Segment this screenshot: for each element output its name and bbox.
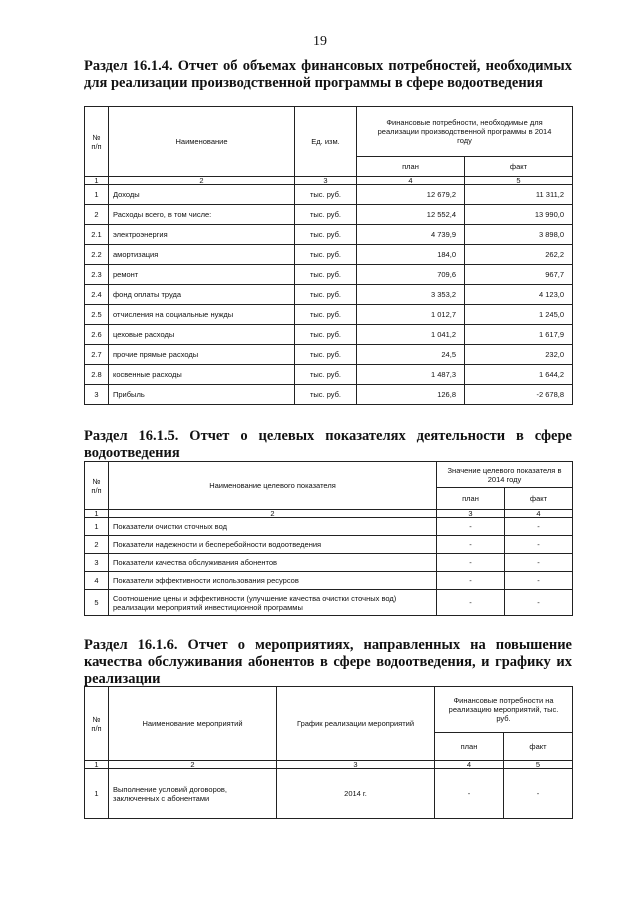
row-num: 2 (85, 536, 109, 554)
row-fact: - (505, 590, 573, 616)
column-index: 4 (357, 177, 465, 185)
row-name: Выполнение условий договоров, заключенных с абонентами (109, 769, 277, 819)
section-16-1-5-heading: Раздел 16.1.5. Отчет о целевых показателях деятельности в сфере водоотведения (84, 428, 572, 461)
row-num: 1 (85, 518, 109, 536)
row-plan: 3 353,2 (357, 285, 465, 305)
row-num: 5 (85, 590, 109, 616)
row-name: ремонт (109, 265, 295, 285)
row-num: 2.7 (85, 345, 109, 365)
header-financial-needs: Финансовые потребности на реализацию мероприятий, тыс. руб. (435, 687, 573, 733)
row-num: 2 (85, 205, 109, 225)
row-plan: 184,0 (357, 245, 465, 265)
row-num: 1 (85, 769, 109, 819)
row-fact: - (505, 536, 573, 554)
row-num: 2.8 (85, 365, 109, 385)
table-row (85, 385, 573, 405)
header-plan: план (437, 488, 505, 510)
page-number: 19 (313, 34, 327, 49)
column-index: 1 (85, 177, 109, 185)
column-index: 1 (85, 510, 109, 518)
header-fact: факт (505, 488, 573, 510)
row-fact: - (505, 572, 573, 590)
header-financial-needs: Финансовые потребности, необходимые для реализации производственной программы в 2014 году (357, 107, 573, 157)
column-index: 5 (465, 177, 573, 185)
row-fact: - (505, 554, 573, 572)
row-fact: 3 898,0 (465, 225, 573, 245)
header-plan: план (357, 157, 465, 177)
column-index: 1 (85, 761, 109, 769)
table-row (85, 536, 573, 554)
table-row (85, 185, 573, 205)
row-num: 3 (85, 554, 109, 572)
header-fact: факт (504, 733, 573, 761)
row-plan: 4 739,9 (357, 225, 465, 245)
row-name: Показатели эффективности использования ресурсов (109, 572, 437, 590)
table-row (85, 769, 573, 819)
row-name: Показатели надежности и бесперебойности водоотведения (109, 536, 437, 554)
row-unit: тыс. руб. (295, 365, 357, 385)
row-fact: - (505, 518, 573, 536)
table-row (85, 265, 573, 285)
row-plan: - (437, 554, 505, 572)
header-plan: план (435, 733, 504, 761)
table-row (85, 205, 573, 225)
row-plan: - (437, 590, 505, 616)
row-unit: тыс. руб. (295, 225, 357, 245)
row-unit: тыс. руб. (295, 385, 357, 405)
header-fact: факт (465, 157, 573, 177)
row-fact: 11 311,2 (465, 185, 573, 205)
row-unit: тыс. руб. (295, 325, 357, 345)
table-row (85, 305, 573, 325)
table-row (85, 518, 573, 536)
section-16-1-6-heading: Раздел 16.1.6. Отчет о мероприятиях, направленных на повышение качества обслуживания абонентов в сфере водоотведения, и графику их реализации (84, 637, 572, 687)
row-fact: 1 245,0 (465, 305, 573, 325)
section-16-1-4-heading: Раздел 16.1.4. Отчет об объемах финансовых потребностей, необходимых для реализации производственной программы в сфере водоотведения (84, 58, 572, 91)
row-name: амортизация (109, 245, 295, 265)
table-row (85, 345, 573, 365)
table-row (85, 554, 573, 572)
row-plan: 12 552,4 (357, 205, 465, 225)
row-name: Прибыль (109, 385, 295, 405)
row-name: Показатели качества обслуживания абонентов (109, 554, 437, 572)
column-index: 3 (437, 510, 505, 518)
row-num: 4 (85, 572, 109, 590)
row-unit: тыс. руб. (295, 245, 357, 265)
row-fact: 13 990,0 (465, 205, 573, 225)
target-indicators-table (84, 461, 573, 616)
row-name: электроэнергия (109, 225, 295, 245)
row-name: Показатели очистки сточных вод (109, 518, 437, 536)
row-unit: тыс. руб. (295, 205, 357, 225)
row-fact: 262,2 (465, 245, 573, 265)
row-plan: 1 487,3 (357, 365, 465, 385)
header-indicator-name: Наименование целевого показателя (109, 462, 437, 510)
row-num: 3 (85, 385, 109, 405)
table-row (85, 572, 573, 590)
row-plan: 1 012,7 (357, 305, 465, 325)
column-index: 3 (295, 177, 357, 185)
row-num: 2.3 (85, 265, 109, 285)
column-index: 5 (504, 761, 573, 769)
header-num: № п/п (85, 107, 109, 177)
service-quality-measures-table (84, 686, 573, 819)
column-index: 3 (277, 761, 435, 769)
header-schedule: График реализации мероприятий (277, 687, 435, 761)
header-num: № п/п (85, 687, 109, 761)
row-unit: тыс. руб. (295, 285, 357, 305)
row-plan: - (437, 572, 505, 590)
row-name: Соотношение цены и эффективности (улучшение качества очистки сточных вод) реализации мероприятий инвестиционной программы (109, 590, 437, 616)
row-plan: 1 041,2 (357, 325, 465, 345)
row-fact: 967,7 (465, 265, 573, 285)
row-plan: - (437, 518, 505, 536)
row-unit: тыс. руб. (295, 305, 357, 325)
row-name: Доходы (109, 185, 295, 205)
row-name: Расходы всего, в том числе: (109, 205, 295, 225)
column-index: 2 (109, 761, 277, 769)
table-row (85, 325, 573, 345)
row-fact: 4 123,0 (465, 285, 573, 305)
column-index: 4 (435, 761, 504, 769)
row-plan: 709,6 (357, 265, 465, 285)
row-fact: 1 617,9 (465, 325, 573, 345)
row-unit: тыс. руб. (295, 345, 357, 365)
row-name: отчисления на социальные нужды (109, 305, 295, 325)
row-plan: - (437, 536, 505, 554)
table-row (85, 285, 573, 305)
column-index-row (85, 761, 573, 769)
row-name: прочие прямые расходы (109, 345, 295, 365)
row-name: цеховые расходы (109, 325, 295, 345)
table-row (85, 245, 573, 265)
header-measures-name: Наименование мероприятий (109, 687, 277, 761)
row-fact: - (504, 769, 573, 819)
header-num: № п/п (85, 462, 109, 510)
row-fact: 1 644,2 (465, 365, 573, 385)
row-fact: -2 678,8 (465, 385, 573, 405)
column-index-row (85, 177, 573, 185)
header-indicator-value: Значение целевого показателя в 2014 году (437, 462, 573, 488)
row-num: 2.2 (85, 245, 109, 265)
row-num: 2.5 (85, 305, 109, 325)
row-plan: - (435, 769, 504, 819)
row-unit: тыс. руб. (295, 265, 357, 285)
column-index-row (85, 510, 573, 518)
row-name: фонд оплаты труда (109, 285, 295, 305)
header-name: Наименование (109, 107, 295, 177)
row-fact: 232,0 (465, 345, 573, 365)
row-plan: 126,8 (357, 385, 465, 405)
row-unit: тыс. руб. (295, 185, 357, 205)
table-row (85, 365, 573, 385)
header-unit: Ед. изм. (295, 107, 357, 177)
row-plan: 12 679,2 (357, 185, 465, 205)
row-num: 1 (85, 185, 109, 205)
row-num: 2.6 (85, 325, 109, 345)
column-index: 2 (109, 177, 295, 185)
row-num: 2.1 (85, 225, 109, 245)
row-name: косвенные расходы (109, 365, 295, 385)
row-plan: 24,5 (357, 345, 465, 365)
row-num: 2.4 (85, 285, 109, 305)
column-index: 4 (505, 510, 573, 518)
table-row (85, 225, 573, 245)
column-index: 2 (109, 510, 437, 518)
row-schedule: 2014 г. (277, 769, 435, 819)
financial-needs-table (84, 106, 573, 405)
table-row (85, 590, 573, 616)
